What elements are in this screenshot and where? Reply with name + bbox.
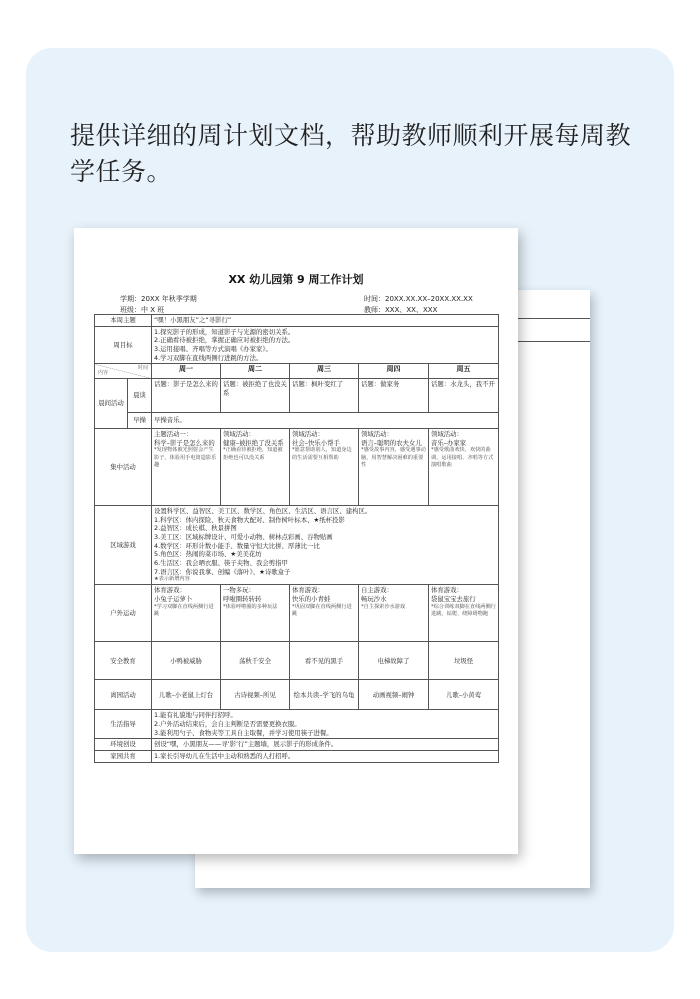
- area-item: 6.生活区：我会晒衣服、筷子夹物、我会剪指甲: [154, 559, 288, 568]
- life-item: 2.户外活动结束后，会自主判断是否需要更换衣服。: [154, 719, 301, 728]
- group-note: *感受歌曲欢快、欢快的曲调，运用接唱、齐唱等方式演唱歌曲: [431, 447, 494, 468]
- outdoor-title: 体育游戏：: [154, 586, 186, 595]
- class-name: 班级：中 X 班: [120, 306, 165, 314]
- morning-exercise-row: [95, 413, 499, 429]
- life-label: 生活指导: [95, 710, 152, 739]
- outdoor-note: *学习双脚在直线两侧行进跳: [154, 603, 214, 617]
- group-title: 领域活动：: [223, 430, 255, 439]
- group-text: 健康–被拒绝了没关系: [223, 438, 284, 447]
- outdoor-title: 体育游戏：: [292, 586, 324, 595]
- morning-talk-cell: 话题：做家务: [359, 379, 429, 413]
- morning-talk-cell: 话题：水龙头，我不开: [429, 379, 499, 413]
- safety-cell: 看不见的黑手: [290, 642, 359, 680]
- life-list: [152, 710, 499, 739]
- morning-talk-cell: 话题：枫叶变红了: [290, 379, 359, 413]
- leave-cell: 儿歌–小黄莺: [429, 680, 499, 710]
- document-page: [74, 228, 518, 854]
- header-time: 时间: [137, 365, 148, 372]
- environment-row: [95, 739, 499, 751]
- safety-row: [95, 642, 499, 680]
- area-label: 区域游戏: [95, 506, 152, 585]
- safety-cell: 垃圾怪: [429, 642, 499, 680]
- theme-row: [95, 315, 499, 327]
- outdoor-cell: [221, 585, 290, 642]
- group-text: 音乐–办家家: [431, 438, 467, 447]
- morning-talk-row: [95, 379, 499, 413]
- group-cell: [290, 429, 359, 506]
- morning-exercise-text: 早操音乐。: [152, 413, 499, 429]
- goals-row: [95, 326, 499, 364]
- goals-list: [152, 326, 499, 364]
- theme-text: “嘿！小黑朋友”之“寻影行”: [152, 315, 499, 327]
- area-list: [152, 506, 499, 585]
- area-note: ★表示新增内容: [154, 576, 190, 583]
- weekly-plan-table: [94, 314, 499, 763]
- day-tuesday: 周二: [221, 364, 290, 379]
- group-text: 语言–聪明的农夫女儿: [361, 438, 422, 447]
- safety-cell: 小鸭被威胁: [152, 642, 221, 680]
- outdoor-text: 呼啦圈转转转: [223, 594, 262, 603]
- semester: 学期：20XX 年秋季学期: [120, 295, 197, 303]
- env-text: 创设“嘿，小黑朋友——寻‘影’行”主题墙，展示影子的形成条件。: [152, 739, 499, 751]
- area-item: 2.益智区：成长棋、秋景拼图: [154, 524, 237, 533]
- outdoor-cell: [290, 585, 359, 642]
- group-text: 科学–影子是怎么来的: [154, 438, 215, 447]
- area-item: 设置科学区、益智区、美工区、数学区、角色区、生活区、语言区、建构区。: [154, 507, 372, 516]
- life-item: 1.能有礼貌地与同伴打招呼。: [154, 711, 237, 720]
- header-content: 内容: [98, 370, 109, 377]
- safety-label: 安全教育: [95, 642, 152, 680]
- leave-cell: 古诗视频–所见: [221, 680, 290, 710]
- outdoor-title: 一物多玩：: [223, 586, 255, 595]
- group-cell: [221, 429, 290, 506]
- group-cell: [152, 429, 221, 506]
- outdoor-note: *体验呼啦圈的多种玩法: [223, 603, 278, 610]
- goal-item: 4.学习双脚在直线两侧行进跳的方法。: [154, 353, 263, 362]
- outdoor-text: 快乐的小青蛙: [292, 594, 331, 603]
- leave-cell: 儿歌–小老鼠上灯台: [152, 680, 221, 710]
- outdoor-cell: [152, 585, 221, 642]
- area-item: 3.美工区：区域标牌设计、可爱小动物、树林点彩画、谷物贴画: [154, 533, 333, 542]
- safety-cell: 荡秋千安全: [221, 642, 290, 680]
- morning-talk-label: 晨谈: [128, 379, 152, 413]
- group-note: *发现物体被光照射会产生影子，体验用手电筒造影乐趣: [154, 447, 217, 468]
- group-note: *正确看待被拒绝，知道被拒绝也可以没关系: [223, 447, 283, 461]
- group-cell: [429, 429, 499, 506]
- group-title: 领域活动：: [361, 430, 393, 439]
- headline: 提供详细的周计划文档，帮助教师顺利开展每周教学任务。: [70, 121, 632, 186]
- outdoor-text: 袋鼠宝宝去旅行: [431, 594, 476, 603]
- day-wednesday: 周三: [290, 364, 359, 379]
- day-header-row: [95, 364, 499, 379]
- day-thursday: 周四: [359, 364, 429, 379]
- life-item: 3.能利用勺子、食物夹等工具自主取餐，并学习使用筷子进餐。: [154, 728, 333, 737]
- outdoor-cell: [429, 585, 499, 642]
- outdoor-note: *巩固双脚在直线两侧行进跳: [292, 603, 352, 617]
- home-text: 1.家长引导幼儿在生活中主动和熟悉的人打招呼。: [152, 750, 499, 762]
- group-title: 领域活动：: [431, 430, 463, 439]
- group-text: 社会–快乐小帮手: [292, 438, 340, 447]
- group-cell: [359, 429, 429, 506]
- leave-cell: 动画视频–闹钟: [359, 680, 429, 710]
- area-game-row: [95, 506, 499, 585]
- outdoor-row: [95, 585, 499, 642]
- time-range: 时间：20XX.XX.XX–20XX.XX.XX: [364, 295, 473, 303]
- life-guidance-row: [95, 710, 499, 739]
- document-title: XX 幼儿园第 9 周工作计划: [228, 273, 364, 286]
- home-school-row: [95, 750, 499, 762]
- group-note: *愿意帮助别人，知道身边的生活需要互相帮助: [292, 447, 352, 461]
- outdoor-title: 自主游戏：: [361, 586, 393, 595]
- group-label: 集中活动: [95, 429, 152, 506]
- morning-talk-cell: 话题：影子是怎么来的: [152, 379, 221, 413]
- teachers: 教师：XXX、XX、XXX: [364, 306, 438, 314]
- group-activity-row: [95, 429, 499, 506]
- theme-label: 本周主题: [95, 315, 152, 327]
- leave-row: [95, 680, 499, 710]
- morning-label: 晨间活动: [95, 379, 128, 429]
- area-item: 4.数学区：环形计数小能手、数量守恒大比拼、厚薄比一比: [154, 541, 320, 550]
- group-title: 主题活动一：: [154, 430, 193, 439]
- diagonal-header-cell: [95, 364, 152, 379]
- day-monday: 周一: [152, 364, 221, 379]
- leave-label: 离园活动: [95, 680, 152, 710]
- env-label: 环境创设: [95, 739, 152, 751]
- outdoor-cell: [359, 585, 429, 642]
- outdoor-label: 户外运动: [95, 585, 152, 642]
- area-item: 5.角色区：热闹的菜市场、★美美花坊: [154, 550, 262, 559]
- outdoor-text: 畅玩沙水: [361, 594, 387, 603]
- goal-item: 2.正确看待被拒绝，掌握正确应对被拒绝的方法。: [154, 336, 295, 345]
- outdoor-note: *自主探索沙水游戏: [361, 603, 406, 610]
- outdoor-note: *综合训练双脚在直线两侧行进跳、钻爬、绕障碍物跑: [431, 603, 496, 617]
- morning-talk-cell: 话题：被拒绝了也没关系: [221, 379, 290, 413]
- leave-cell: 绘本共读–学飞的乌龟: [290, 680, 359, 710]
- outdoor-text: 小兔子运萝卜: [154, 594, 193, 603]
- group-note: *感受故事内容，感受遇事动脑，用智慧解决困难的重要性: [361, 447, 426, 468]
- goals-label: 周目标: [95, 326, 152, 364]
- area-item: 7.语言区：你说我拿、创编《落叶》、★诗歌盒子: [154, 567, 291, 576]
- goal-item: 3.运用接唱、齐唱等方式演唱《办家家》。: [154, 344, 272, 353]
- outdoor-title: 体育游戏：: [431, 586, 463, 595]
- area-item: 1.科学区：体内探险、秋天食物大配对、制作树叶标本、★纸杯投影: [154, 515, 345, 524]
- morning-exercise-label: 早操: [128, 413, 152, 429]
- group-title: 领域活动：: [292, 430, 324, 439]
- safety-cell: 电梯故障了: [359, 642, 429, 680]
- goal-item: 1.探究影子的形成，知道影子与光源的密切关系。: [154, 327, 295, 336]
- day-friday: 周五: [429, 364, 499, 379]
- home-label: 家园共育: [95, 750, 152, 762]
